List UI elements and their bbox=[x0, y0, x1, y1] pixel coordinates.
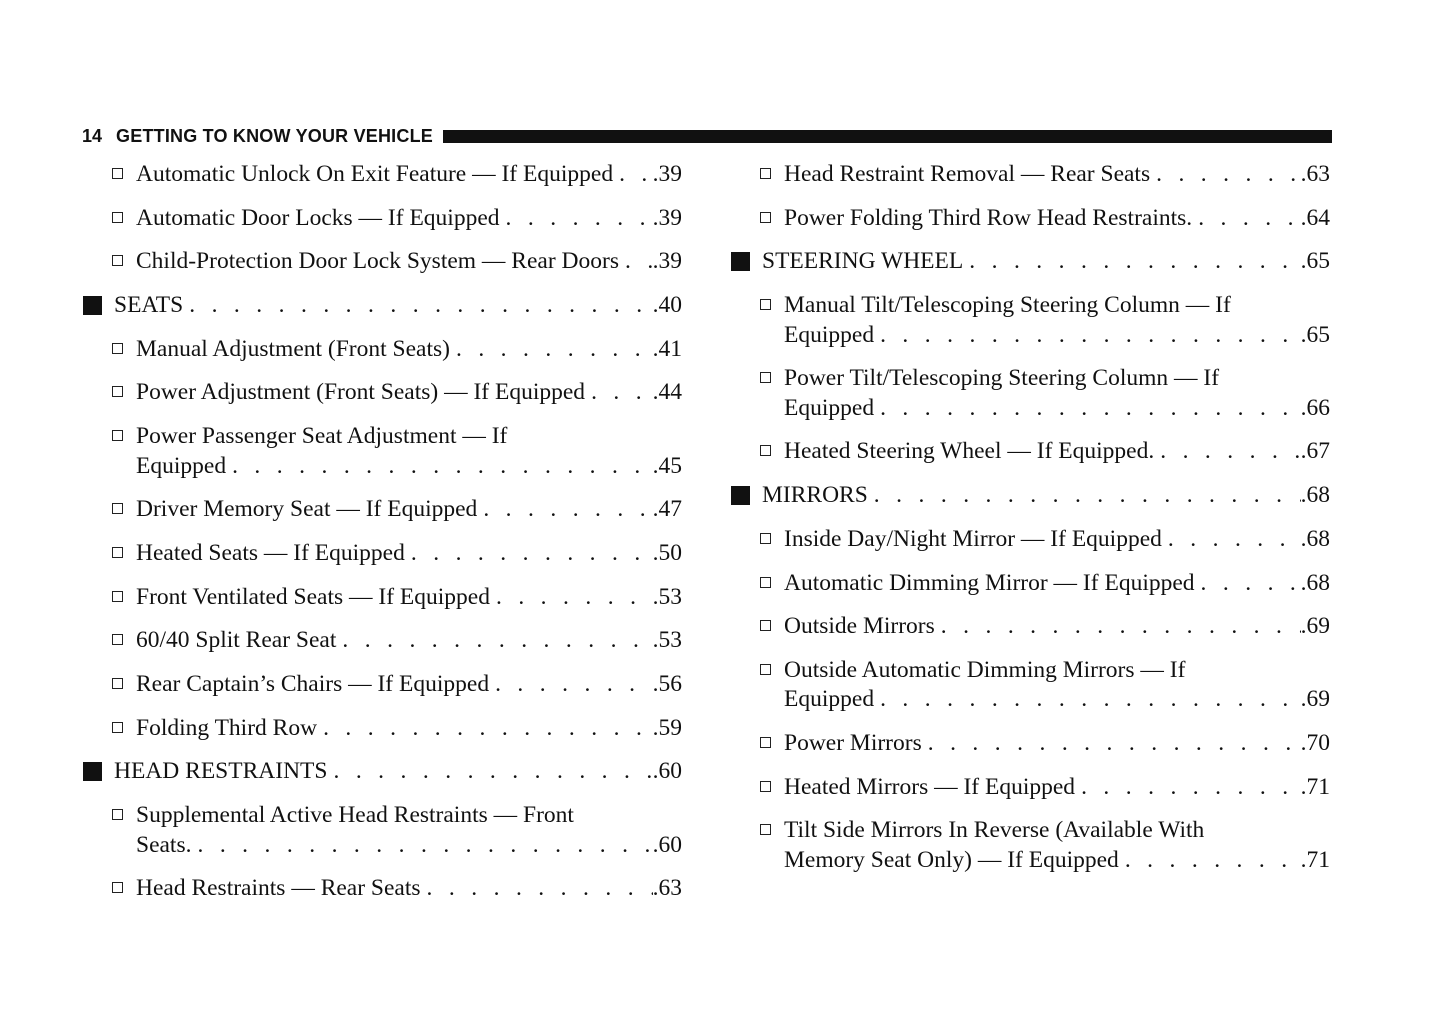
toc-entry[interactable] bbox=[82, 204, 682, 234]
dot-leader bbox=[1192, 204, 1300, 234]
toc-entry[interactable] bbox=[730, 204, 1330, 234]
toc-page-number: .69 bbox=[1300, 613, 1330, 640]
toc-entry[interactable] bbox=[730, 773, 1330, 803]
toc-entry-title: HEAD RESTRAINTS bbox=[114, 758, 328, 785]
toc-entry-title: Rear Captain’s Chairs — If Equipped bbox=[136, 671, 490, 698]
dot-leader bbox=[327, 757, 652, 787]
dot-leader bbox=[613, 160, 653, 190]
toc-page-number: .59 bbox=[652, 714, 682, 741]
toc-page-number: .63 bbox=[1300, 161, 1330, 187]
toc-page-number: .68 bbox=[1300, 525, 1330, 552]
open-square-bullet-icon bbox=[112, 809, 123, 820]
toc-entry[interactable] bbox=[82, 160, 682, 190]
toc-entry[interactable] bbox=[82, 422, 682, 481]
chapter-title: GETTING TO KNOW YOUR VEHICLE bbox=[116, 125, 433, 146]
open-square-bullet-icon bbox=[112, 503, 123, 514]
toc-entry-title: Power Mirrors bbox=[784, 730, 922, 757]
toc-section-entry[interactable] bbox=[82, 757, 682, 787]
toc-entry[interactable] bbox=[82, 714, 682, 744]
toc-page-number: .56 bbox=[652, 671, 682, 698]
open-square-bullet-icon bbox=[760, 212, 771, 223]
toc-page-number: .71 bbox=[1300, 773, 1330, 800]
toc-entry-title: Equipped bbox=[784, 321, 875, 348]
toc-entry-title: Automatic Door Locks — If Equipped bbox=[136, 204, 500, 231]
toc-entry-title: Equipped bbox=[784, 394, 875, 421]
toc-entry[interactable] bbox=[82, 539, 682, 569]
toc-page-number: .39 bbox=[652, 248, 682, 275]
filled-square-bullet-icon bbox=[83, 762, 102, 781]
open-square-bullet-icon bbox=[112, 168, 123, 179]
toc-left-column bbox=[82, 160, 682, 918]
toc-entry-title: Outside Mirrors bbox=[784, 613, 935, 640]
toc-page-number: .39 bbox=[652, 161, 682, 187]
toc-page-number: .64 bbox=[1300, 204, 1330, 231]
toc-entry[interactable] bbox=[730, 569, 1330, 599]
dot-leader bbox=[336, 626, 652, 656]
open-square-bullet-icon bbox=[760, 533, 771, 544]
open-square-bullet-icon bbox=[760, 299, 771, 310]
toc-entry-title: Heated Seats — If Equipped bbox=[136, 540, 405, 566]
dot-leader bbox=[450, 335, 653, 365]
toc-entry[interactable] bbox=[730, 437, 1330, 467]
toc-page-number: .68 bbox=[1300, 482, 1330, 509]
toc-page-number: .44 bbox=[652, 379, 682, 406]
open-square-bullet-icon bbox=[760, 168, 771, 179]
toc-entry[interactable] bbox=[82, 378, 682, 408]
open-square-bullet-icon bbox=[760, 737, 771, 748]
dot-leader bbox=[874, 394, 1301, 424]
page-header bbox=[82, 126, 1332, 146]
toc-entry-title: Seats. bbox=[136, 831, 192, 858]
toc-page-number: .68 bbox=[1300, 569, 1330, 596]
dot-leader bbox=[874, 685, 1301, 715]
toc-page-number: .50 bbox=[652, 540, 682, 566]
toc-entry[interactable] bbox=[730, 525, 1330, 555]
toc-entry-title: 60/40 Split Rear Seat bbox=[136, 627, 337, 654]
toc-entry[interactable] bbox=[82, 335, 682, 365]
dot-leader bbox=[1195, 569, 1301, 599]
dot-leader bbox=[922, 729, 1301, 759]
toc-entry-title-line: Power Tilt/Telescoping Steering Column — If bbox=[784, 365, 1220, 392]
toc-section-entry[interactable] bbox=[730, 481, 1330, 511]
open-square-bullet-icon bbox=[112, 430, 123, 441]
toc-page-number: .53 bbox=[652, 583, 682, 610]
dot-leader bbox=[1119, 846, 1301, 876]
page-number: 14 bbox=[82, 125, 103, 146]
toc-page-number: .40 bbox=[652, 292, 682, 319]
toc-right-column bbox=[730, 160, 1330, 890]
open-square-bullet-icon bbox=[112, 343, 123, 354]
toc-page-number: .65 bbox=[1300, 321, 1330, 348]
dot-leader bbox=[317, 714, 653, 744]
toc-entry-title: Equipped bbox=[784, 686, 875, 713]
dot-leader bbox=[405, 539, 653, 569]
toc-entry[interactable] bbox=[730, 656, 1330, 715]
toc-page-number: .65 bbox=[1300, 248, 1330, 275]
filled-square-bullet-icon bbox=[731, 252, 750, 271]
dot-leader bbox=[500, 204, 653, 234]
dot-leader bbox=[585, 378, 653, 408]
dot-leader bbox=[183, 291, 652, 321]
toc-page-number: .39 bbox=[652, 204, 682, 231]
dot-leader bbox=[1162, 525, 1301, 555]
header-rule bbox=[443, 130, 1332, 143]
toc-section-entry[interactable] bbox=[82, 291, 682, 321]
open-square-bullet-icon bbox=[112, 212, 123, 223]
toc-entry-title: Front Ventilated Seats — If Equipped bbox=[136, 583, 490, 610]
dot-leader bbox=[1075, 773, 1301, 803]
toc-entry-title: Heated Mirrors — If Equipped bbox=[784, 773, 1076, 800]
toc-entry[interactable] bbox=[82, 247, 682, 277]
filled-square-bullet-icon bbox=[731, 486, 750, 505]
toc-entry-title: Head Restraints — Rear Seats bbox=[136, 875, 421, 902]
toc-entry[interactable] bbox=[730, 612, 1330, 642]
toc-entry-title: Folding Third Row bbox=[136, 714, 318, 741]
toc-entry-title-line: Power Passenger Seat Adjustment — If bbox=[136, 423, 508, 450]
toc-entry[interactable] bbox=[82, 801, 682, 860]
toc-entry[interactable] bbox=[730, 160, 1330, 190]
dot-leader bbox=[935, 612, 1301, 642]
dot-leader bbox=[963, 247, 1300, 277]
toc-entry-title-line: Tilt Side Mirrors In Reverse (Available With bbox=[784, 817, 1205, 844]
dot-leader bbox=[1154, 437, 1300, 467]
open-square-bullet-icon bbox=[760, 620, 771, 631]
toc-page-number: .45 bbox=[652, 452, 682, 479]
toc-entry[interactable] bbox=[730, 729, 1330, 759]
toc-entry-title-line: Supplemental Active Head Restraints — Front bbox=[136, 802, 574, 829]
toc-page-number: .67 bbox=[1300, 438, 1330, 465]
toc-page-number: .66 bbox=[1300, 394, 1330, 421]
toc-page-number: .71 bbox=[1300, 846, 1330, 873]
toc-page-number: .53 bbox=[652, 627, 682, 654]
toc-entry-title-line: Manual Tilt/Telescoping Steering Column — If bbox=[784, 292, 1231, 319]
dot-leader bbox=[191, 831, 652, 861]
toc-entry-title: Manual Adjustment (Front Seats) bbox=[136, 335, 450, 362]
toc-entry-title: Driver Memory Seat — If Equipped bbox=[136, 496, 478, 523]
toc-page-number: .41 bbox=[652, 335, 682, 362]
toc-page-number: .60 bbox=[652, 758, 682, 785]
dot-leader bbox=[868, 481, 1301, 511]
open-square-bullet-icon bbox=[112, 255, 123, 266]
open-square-bullet-icon bbox=[760, 577, 771, 588]
dot-leader bbox=[421, 874, 653, 904]
toc-entry[interactable] bbox=[730, 816, 1330, 875]
toc-entry-title: Power Adjustment (Front Seats) — If Equipped bbox=[136, 379, 586, 406]
toc-page-number: .63 bbox=[652, 875, 682, 902]
toc-entry[interactable] bbox=[730, 364, 1330, 423]
open-square-bullet-icon bbox=[112, 591, 123, 602]
open-square-bullet-icon bbox=[112, 547, 123, 558]
toc-entry-title: Automatic Unlock On Exit Feature — If Equipped bbox=[136, 161, 614, 187]
open-square-bullet-icon bbox=[760, 824, 771, 835]
toc-page-number: .70 bbox=[1300, 730, 1330, 757]
open-square-bullet-icon bbox=[112, 882, 123, 893]
toc-entry-title: Child-Protection Door Lock System — Rear Doors bbox=[136, 248, 619, 275]
toc-entry-title: Automatic Dimming Mirror — If Equipped bbox=[784, 569, 1195, 596]
toc-entry-title: Head Restraint Removal — Rear Seats bbox=[784, 161, 1151, 187]
toc-entry-title: Equipped bbox=[136, 452, 227, 479]
toc-entry[interactable] bbox=[82, 495, 682, 525]
toc-page-number: .69 bbox=[1300, 686, 1330, 713]
dot-leader bbox=[477, 495, 652, 525]
toc-entry[interactable] bbox=[730, 291, 1330, 350]
toc-page-number: .47 bbox=[652, 496, 682, 523]
toc-entry-title: SEATS bbox=[114, 292, 184, 319]
dot-leader bbox=[1150, 160, 1301, 190]
toc-entry-title-line: Outside Automatic Dimming Mirrors — If bbox=[784, 656, 1186, 683]
filled-square-bullet-icon bbox=[83, 296, 102, 315]
open-square-bullet-icon bbox=[760, 664, 771, 675]
dot-leader bbox=[874, 321, 1301, 351]
toc-page-number: .60 bbox=[652, 831, 682, 858]
open-square-bullet-icon bbox=[760, 781, 771, 792]
toc-entry-title: Heated Steering Wheel — If Equipped. bbox=[784, 438, 1155, 465]
toc-entry[interactable] bbox=[82, 626, 682, 656]
dot-leader bbox=[226, 452, 653, 482]
toc-entry-title: Power Folding Third Row Head Restraints. bbox=[784, 204, 1193, 231]
dot-leader bbox=[490, 583, 653, 613]
open-square-bullet-icon bbox=[112, 386, 123, 397]
toc-entry-title: MIRRORS bbox=[762, 482, 868, 509]
toc-entry[interactable] bbox=[82, 670, 682, 700]
toc-entry-title: STEERING WHEEL bbox=[762, 248, 964, 275]
open-square-bullet-icon bbox=[760, 445, 771, 456]
dot-leader bbox=[619, 247, 653, 277]
toc-entry-title: Memory Seat Only) — If Equipped bbox=[784, 846, 1119, 873]
toc-entry[interactable] bbox=[82, 583, 682, 613]
open-square-bullet-icon bbox=[112, 634, 123, 645]
open-square-bullet-icon bbox=[112, 678, 123, 689]
open-square-bullet-icon bbox=[760, 372, 771, 383]
toc-entry-title: Inside Day/Night Mirror — If Equipped bbox=[784, 525, 1162, 552]
dot-leader bbox=[489, 670, 653, 700]
open-square-bullet-icon bbox=[112, 722, 123, 733]
toc-entry[interactable] bbox=[82, 874, 682, 904]
toc-section-entry[interactable] bbox=[730, 247, 1330, 277]
